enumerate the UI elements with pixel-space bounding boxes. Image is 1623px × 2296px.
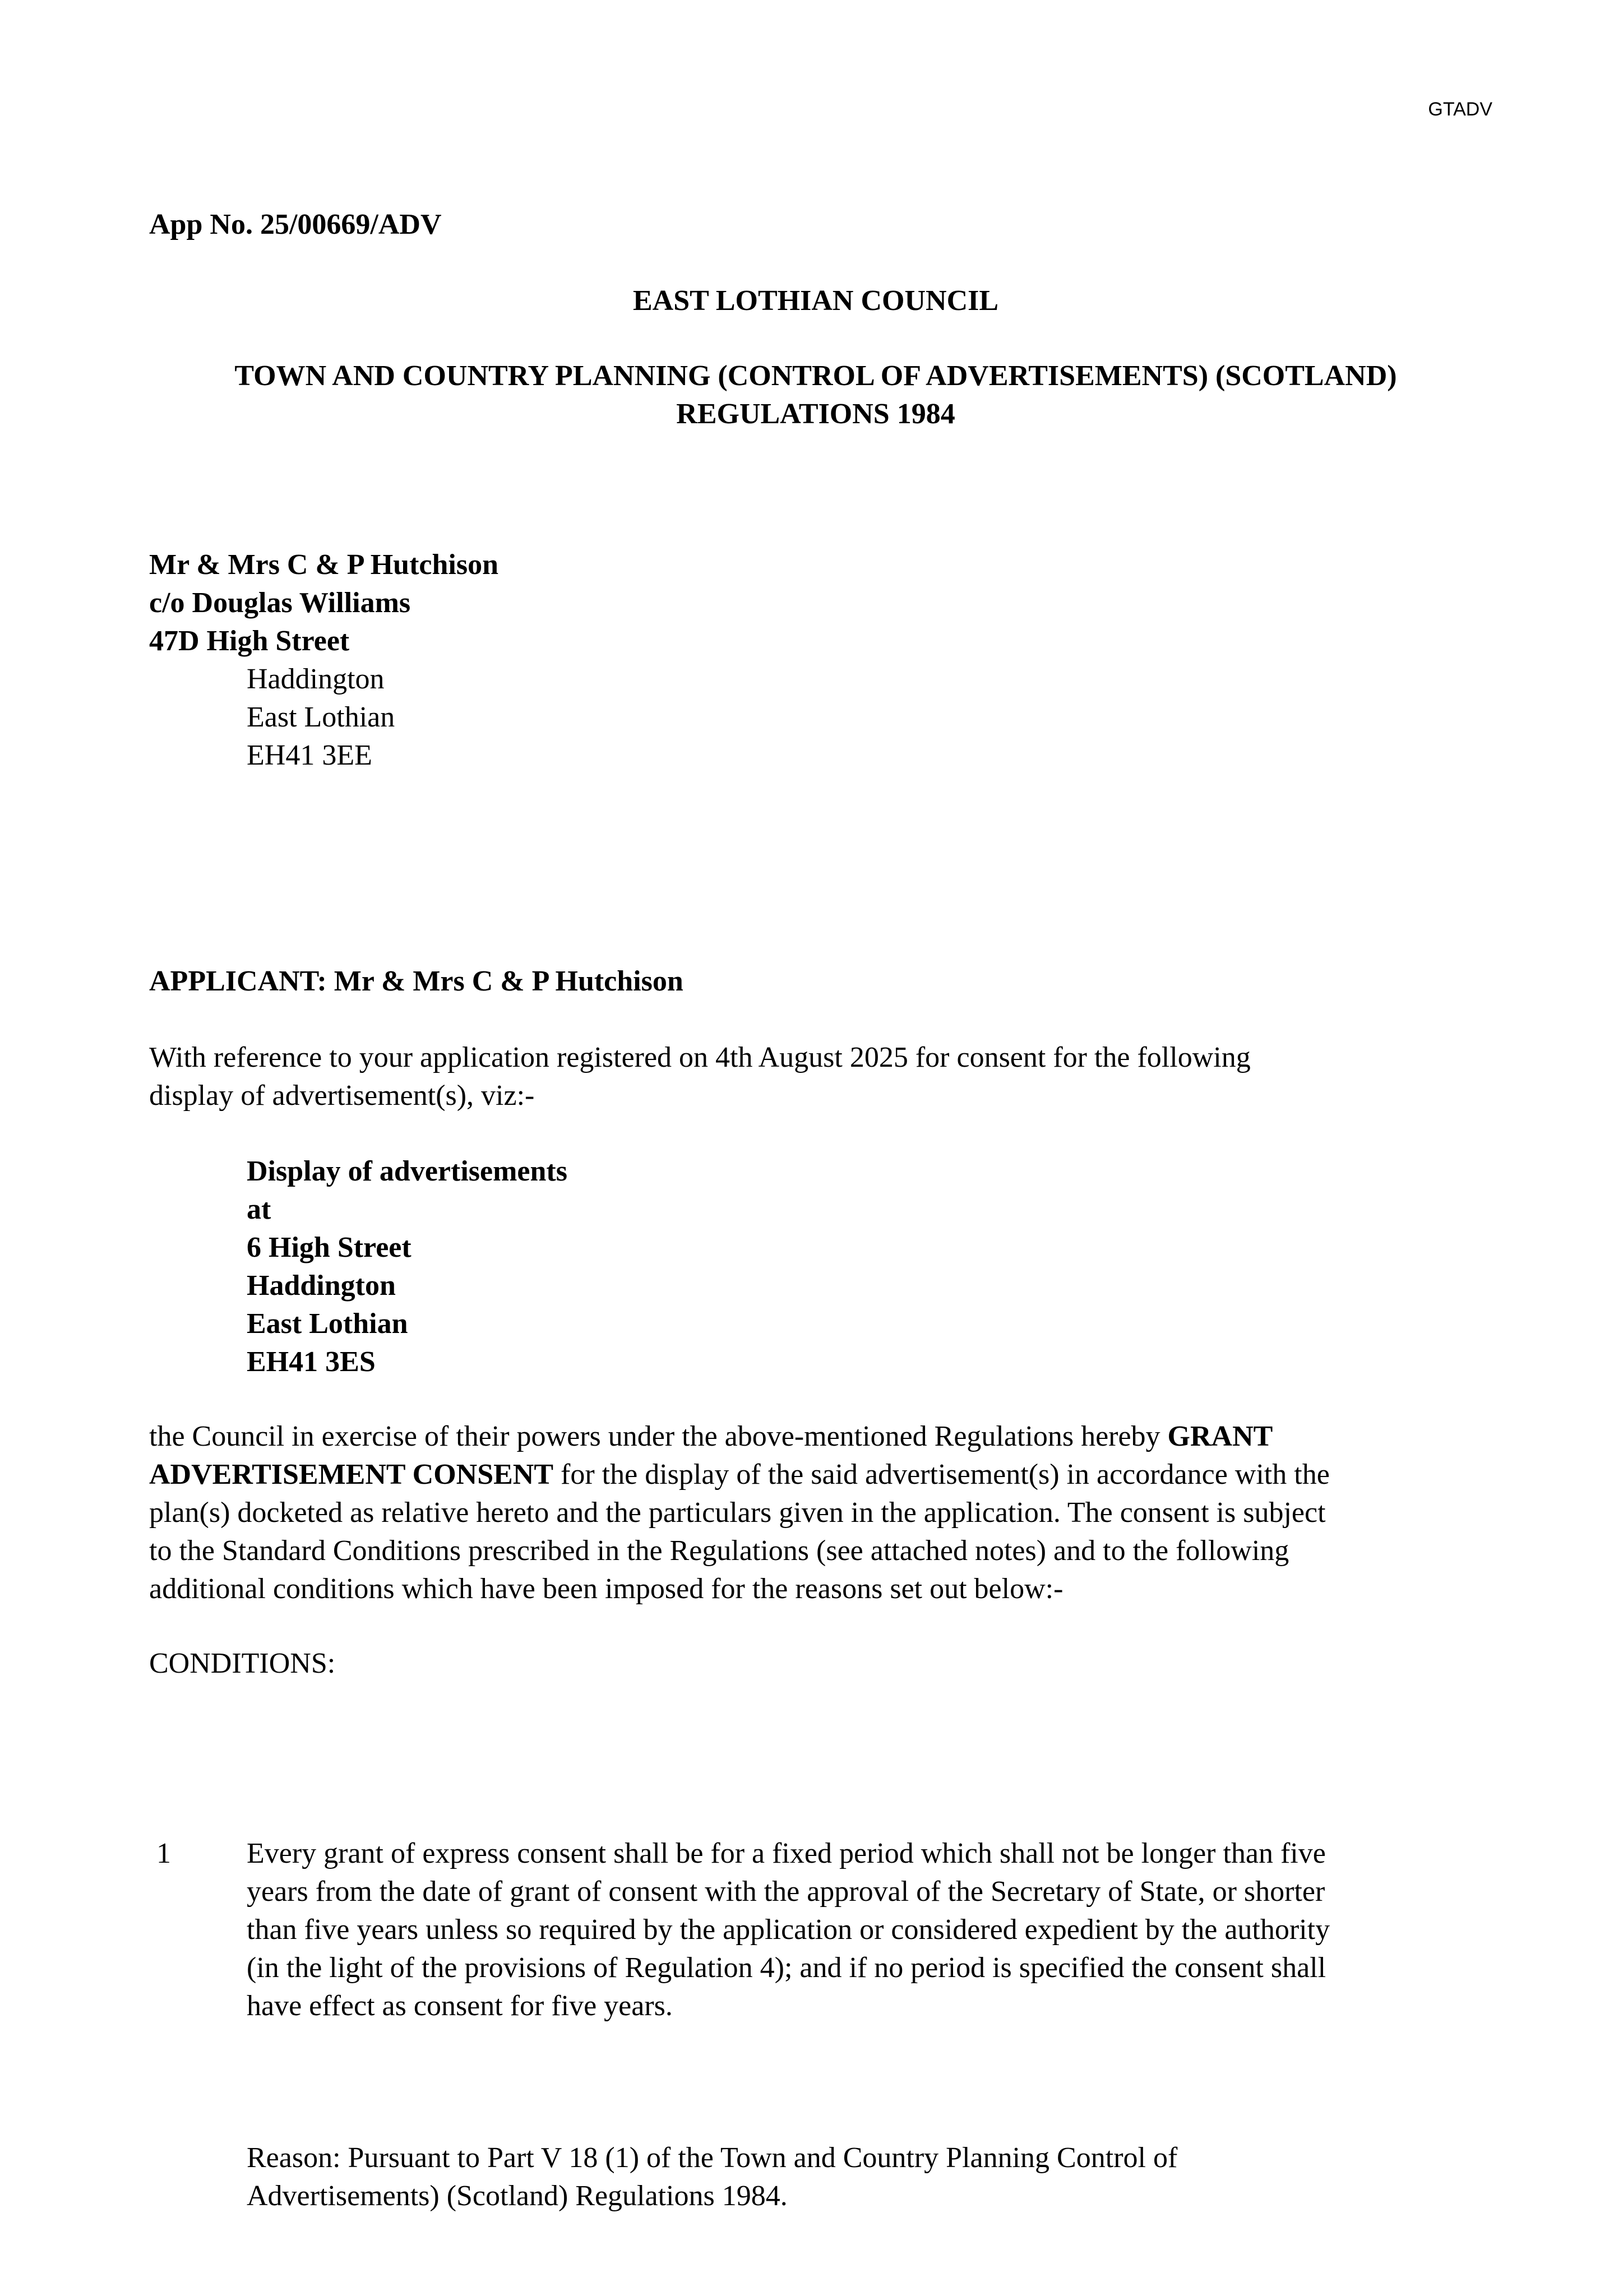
decision-line-4: to the Standard Conditions prescribed in the Regulations (see attached notes) and to the following: [149, 1535, 1289, 1567]
condition-text: [247, 1835, 1330, 2025]
proposal-town: Haddington: [247, 1270, 396, 1302]
condition-line: than five years unless so required by the application or considered expedient by the authority: [247, 1914, 1330, 1946]
grant-keyword: GRANT: [1167, 1420, 1273, 1452]
decision-line-1: the Council in exercise of their powers under the above-mentioned Regulations hereby GRANT: [149, 1420, 1273, 1452]
condition-line: Every grant of express consent shall be for a fixed period which shall not be longer than five: [247, 1837, 1326, 1869]
proposal-at: at: [247, 1193, 271, 1225]
council-name: EAST LOTHIAN COUNCIL: [632, 285, 999, 317]
reason-line: Reason: Pursuant to Part V 18 (1) of the Town and Country Planning Control of: [247, 2142, 1178, 2174]
addressee-town: Haddington: [247, 663, 385, 695]
conditions-heading: CONDITIONS:: [149, 1647, 336, 1679]
decision-line-2: ADVERTISEMENT CONSENT for the display of the said advertisement(s) in accordance with the: [149, 1459, 1330, 1490]
condition-line: have effect as consent for five years.: [247, 1990, 673, 2022]
application-number: App No. 25/00669/ADV: [149, 209, 442, 240]
addressee-block: [149, 546, 498, 775]
reference-paragraph: [149, 1039, 1251, 1115]
applicant-line: APPLICANT: Mr & Mrs C & P Hutchison: [149, 965, 683, 997]
addressee-name: Mr & Mrs C & P Hutchison: [149, 549, 498, 581]
condition-reason: [247, 2139, 1177, 2215]
regulations-title-line-2: REGULATIONS 1984: [676, 398, 955, 430]
proposal-description: Display of advertisements: [247, 1155, 567, 1187]
proposal-street: 6 High Street: [247, 1232, 411, 1263]
condition-number: 1: [156, 1837, 171, 1869]
addressee-postcode: EH41 3EE: [247, 739, 372, 771]
advertisement-consent-keyword: ADVERTISEMENT CONSENT: [149, 1459, 554, 1490]
decision-line-5: additional conditions which have been imposed for the reasons set out below:-: [149, 1573, 1063, 1605]
decision-line-3: plan(s) docketed as relative hereto and the particulars given in the application. The consent is subject: [149, 1497, 1326, 1529]
decision-paragraph: [149, 1418, 1330, 1608]
addressee-care-of: c/o Douglas Williams: [149, 587, 411, 619]
regulations-title: [149, 357, 1482, 433]
condition-line: (in the light of the provisions of Regulation 4); and if no period is specified the consent shall: [247, 1952, 1326, 1984]
document-code: GTADV: [1428, 99, 1492, 120]
regulations-title-line-1: TOWN AND COUNTRY PLANNING (CONTROL OF ADVERTISEMENTS) (SCOTLAND): [234, 360, 1397, 392]
proposal-county: East Lothian: [247, 1308, 408, 1340]
reference-line-1: With reference to your application registered on 4th August 2025 for consent for the following: [149, 1041, 1251, 1073]
proposal-postcode: EH41 3ES: [247, 1346, 376, 1378]
proposal-block: [247, 1152, 567, 1381]
condition-line: years from the date of grant of consent with the approval of the Secretary of State, or shorter: [247, 1876, 1325, 1908]
addressee-street: 47D High Street: [149, 625, 350, 657]
addressee-county: East Lothian: [247, 701, 395, 733]
reference-line-2: display of advertisement(s), viz:-: [149, 1080, 535, 1112]
reason-line: Advertisements) (Scotland) Regulations 1984.: [247, 2180, 788, 2212]
